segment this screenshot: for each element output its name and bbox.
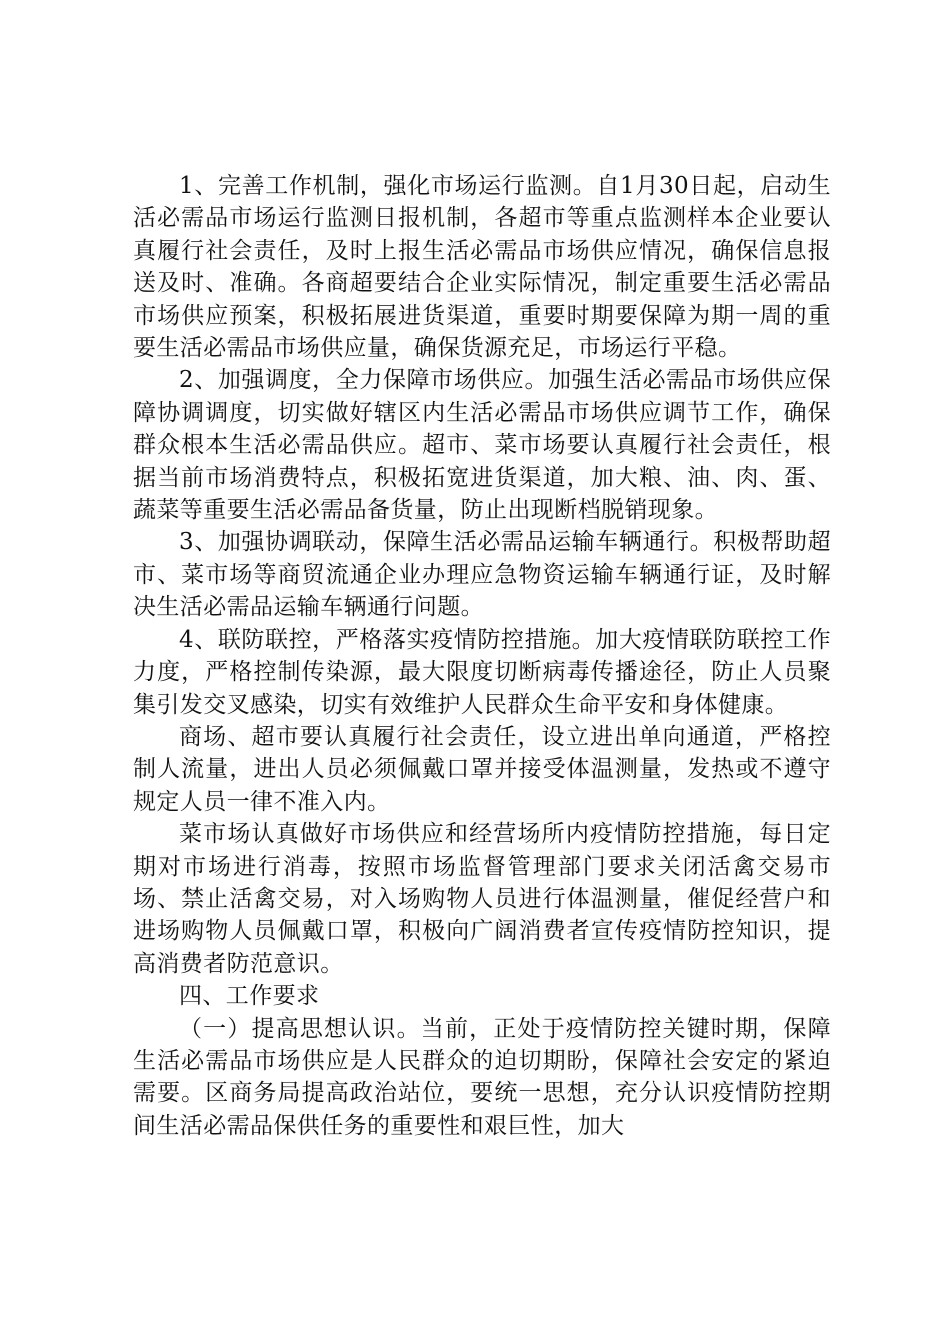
paragraph-measure-2: 2、加强调度，全力保障市场供应。加强生活必需品市场供应保障协调调度，切实做好辖区内生活必需品市场供应调节工作，确保群众根本生活必需品供应。超市、菜市场要认真履行社会责任，根据当前市场消费特点，积极拓宽进货渠道，加大粮、油、肉、蛋、蔬菜等重要生活必需品备货量，防止出现断档脱销现象。 (133, 367, 831, 524)
paragraph-malls-supermarkets: 商场、超市要认真履行社会责任，设立进出单向通道，严格控制人流量，进出人员必须佩戴口罩并接受体温测量，发热或不遵守规定人员一律不准入内。 (133, 723, 831, 815)
paragraph-measure-4: 4、联防联控，严格落实疫情防控措施。加大疫情联防联控工作力度，严格控制传染源，最大限度切断病毒传播途径，防止人员聚集引发交叉感染，切实有效维护人民群众生命平安和身体健康。 (133, 626, 831, 718)
paragraph-requirement-1: （一）提高思想认识。当前，正处于疫情防控关键时期，保障生活必需品市场供应是人民群众的迫切期盼，保障社会安定的紧迫需要。区商务局提高政治站位，要统一思想，充分认识疫情防控期间生活必需品保供任务的重要性和艰巨性，加大 (133, 1015, 831, 1139)
paragraph-measure-1: 1、完善工作机制，强化市场运行监测。自1月30日起，启动生活必需品市场运行监测日报机制，各超市等重点监测样本企业要认真履行社会责任，及时上报生活必需品市场供应情况，确保信息报送及时、准确。各商超要结合企业实际情况，制定重要生活必需品市场供应预案，积极拓展进货渠道，重要时期要保障为期一周的重要生活必需品市场供应量，确保货源充足，市场运行平稳。 (133, 173, 831, 362)
paragraph-measure-3: 3、加强协调联动，保障生活必需品运输车辆通行。积极帮助超市、菜市场等商贸流通企业办理应急物资运输车辆通行证，及时解决生活必需品运输车辆通行问题。 (133, 529, 831, 621)
paragraph-vegetable-markets: 菜市场认真做好市场供应和经营场所内疫情防控措施，每日定期对市场进行消毒，按照市场监督管理部门要求关闭活禽交易市场、禁止活禽交易，对入场购物人员进行体温测量，催促经营户和进场购物人员佩戴口罩，积极向广阔消费者宣传疫情防控知识，提高消费者防范意识。 (133, 821, 831, 977)
document-body (133, 170, 831, 1142)
section-heading-work-requirements: 四、工作要求 (179, 983, 320, 1010)
